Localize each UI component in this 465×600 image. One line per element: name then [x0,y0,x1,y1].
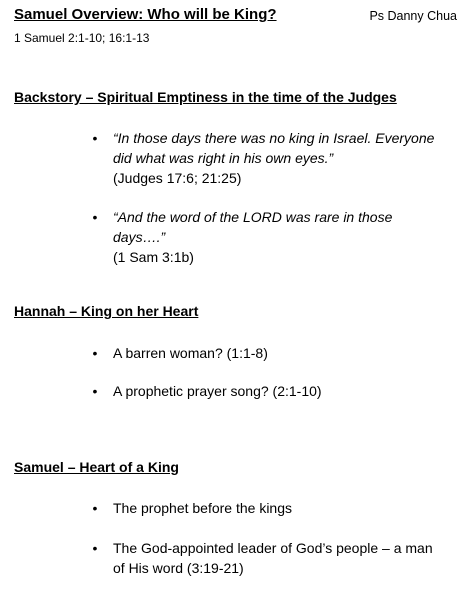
section-heading-hannah: Hannah – King on her Heart [14,303,199,319]
list-item-text: The God-appointed leader of God’s people – a man of His word (3:19-21) [113,540,433,576]
bullet-icon: • [92,209,98,225]
document-title: Samuel Overview: Who will be King? [14,6,277,23]
bullet-icon: • [92,130,98,146]
list-item-text: A prophetic prayer song? (2:1-10) [113,383,322,399]
list-item [88,207,448,267]
scripture-citation: (1 Sam 3:1b) [113,249,194,265]
list-item-text: A barren woman? (1:1-8) [113,345,268,361]
bullet-icon: • [92,500,98,516]
list-item [88,343,448,363]
scripture-quote: “In those days there was no king in Israel. Everyone did what was right in his own eyes.” [113,130,435,166]
list-item [88,381,448,401]
list-item-text: The prophet before the kings [113,500,293,516]
bullet-icon: • [92,383,98,399]
scripture-quote: “And the word of the LORD was rare in those days….” [113,209,393,245]
bullet-icon: • [92,345,98,361]
section-heading-samuel: Samuel – Heart of a King [14,459,179,475]
section-heading-backstory: Backstory – Spiritual Emptiness in the time of the Judges [14,89,397,105]
scripture-reference: 1 Samuel 2:1-10; 16:1-13 [14,31,150,45]
scripture-citation: (Judges 17:6; 21:25) [113,170,242,186]
bullet-icon: • [92,540,98,556]
list-item [88,498,448,518]
list-item [88,128,448,188]
list-item [88,538,448,578]
author-name: Ps Danny Chua [369,9,457,23]
